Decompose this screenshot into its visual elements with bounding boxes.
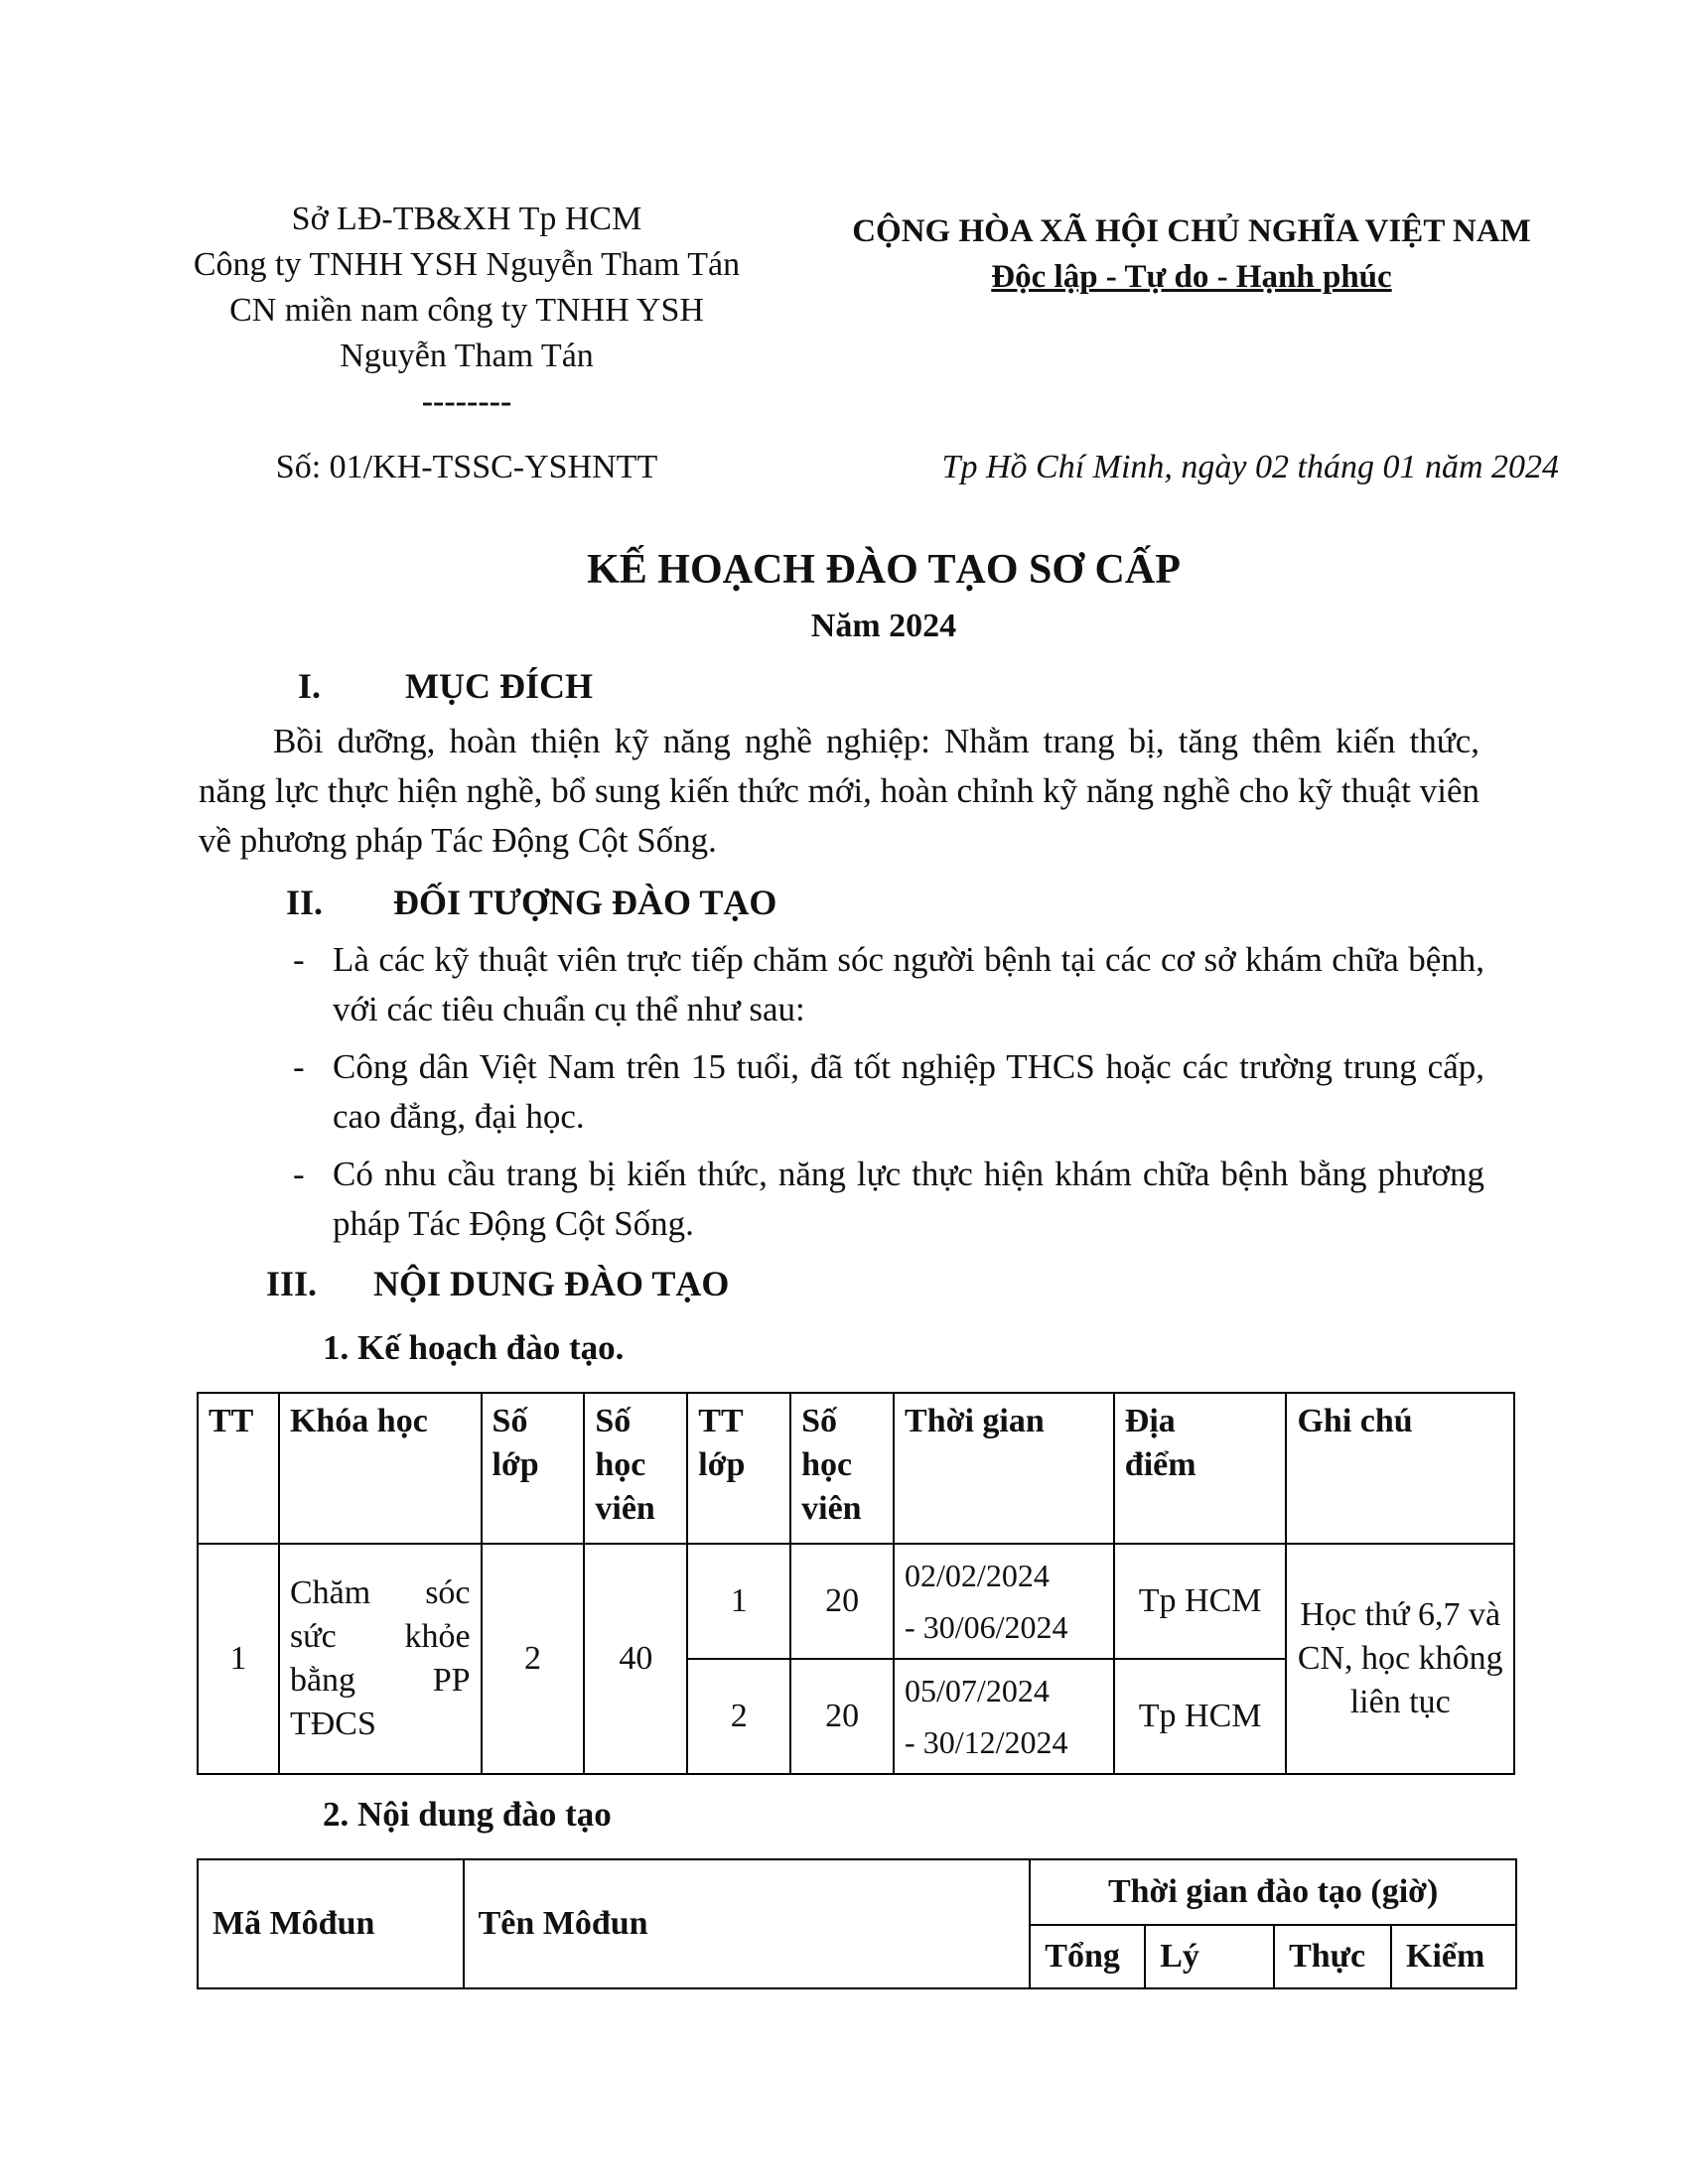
training-plan-table (197, 1392, 1515, 1775)
training-content-table (197, 1858, 1517, 1989)
column-header-course: Khóa học (279, 1393, 482, 1544)
table-row (198, 1544, 1514, 1659)
column-header-classes: Số lớp (482, 1393, 585, 1544)
document-subtitle: Năm 2024 (810, 608, 957, 644)
org-line: CN miền nam công ty TNHH YSH (229, 292, 704, 329)
organization-block (169, 197, 765, 425)
org-line: Công ty TNHH YSH Nguyễn Tham Tán (193, 246, 741, 283)
section-number: II. (286, 883, 324, 922)
org-separator: -------- (421, 383, 512, 420)
section-number: III. (266, 1264, 318, 1303)
cell-classes: 2 (482, 1544, 585, 1774)
cell-class-no: 1 (687, 1544, 790, 1659)
column-header-time: Thời gian (894, 1393, 1114, 1544)
column-header-total: Tổng (1030, 1925, 1145, 1988)
cell-class-students: 20 (790, 1659, 894, 1774)
nation-block (834, 208, 1549, 300)
column-header-class-no: TT lớp (687, 1393, 790, 1544)
cell-students: 40 (584, 1544, 687, 1774)
section-title: NỘI DUNG ĐÀO TẠO (373, 1264, 730, 1303)
column-header-students: Số học viên (584, 1393, 687, 1544)
column-header-note: Ghi chú (1286, 1393, 1514, 1544)
list-item-text: Là các kỹ thuật viên trực tiếp chăm sóc người bệnh tại các cơ sở khám chữa bệnh, với các tiêu chuẩn cụ thể như sau: (333, 940, 1484, 1028)
section-title: ĐỐI TƯỢNG ĐÀO TẠO (393, 883, 777, 922)
cell-class-no: 2 (687, 1659, 790, 1774)
subsection-heading: 2. Nội dung đào tạo (323, 1795, 612, 1834)
cell-place: Tp HCM (1114, 1544, 1287, 1659)
document-title: KẾ HOẠCH ĐÀO TẠO SƠ CẤP (587, 547, 1181, 593)
cell-note: Học thứ 6,7 và CN, học không liên tục (1286, 1544, 1514, 1774)
subsection-heading: 1. Kế hoạch đào tạo. (323, 1328, 625, 1367)
column-header-tt: TT (198, 1393, 279, 1544)
cell-tt: 1 (198, 1544, 279, 1774)
section-number: I. (298, 666, 322, 706)
cell-course: Chăm sóc sức khỏe bằng PP TĐCS (279, 1544, 482, 1774)
document-date: Tp Hồ Chí Minh, ngày 02 tháng 01 năm 2024 (941, 449, 1559, 485)
document-number: Số: 01/KH-TSSC-YSHNTT (275, 449, 658, 485)
table-header-row (198, 1859, 1516, 1925)
column-header-exam: Kiểm (1391, 1925, 1516, 1988)
cell-time: 05/07/2024 - 30/12/2024 (894, 1659, 1114, 1774)
cell-time: 02/02/2024 - 30/06/2024 (894, 1544, 1114, 1659)
column-header-practice: Thực (1274, 1925, 1391, 1988)
section-title: MỤC ĐÍCH (405, 666, 593, 706)
list-item-text: Công dân Việt Nam trên 15 tuổi, đã tốt nghiệp THCS hoặc các trường trung cấp, cao đẳng, đại học. (333, 1047, 1484, 1136)
org-line: Nguyễn Tham Tán (340, 338, 594, 374)
column-header-module-name: Tên Môđun (464, 1859, 1031, 1988)
table-header-row (198, 1393, 1514, 1544)
org-line: Sở LĐ-TB&XH Tp HCM (291, 201, 642, 237)
nation-name: CỘNG HÒA XÃ HỘI CHỦ NGHĨA VIỆT NAM (852, 213, 1531, 249)
column-header-module-code: Mã Môđun (198, 1859, 464, 1988)
column-header-place: Địa điểm (1114, 1393, 1287, 1544)
column-header-class-students: Số học viên (790, 1393, 894, 1544)
column-header-training-time: Thời gian đào tạo (giờ) (1030, 1859, 1516, 1925)
cell-place: Tp HCM (1114, 1659, 1287, 1774)
cell-class-students: 20 (790, 1544, 894, 1659)
column-header-theory: Lý (1145, 1925, 1274, 1988)
list-item-text: Có nhu cầu trang bị kiến thức, năng lực thực hiện khám chữa bệnh bằng phương pháp Tác Động Cột Sống. (333, 1155, 1484, 1243)
purpose-paragraph: Bồi dưỡng, hoàn thiện kỹ năng nghề nghiệp: Nhằm trang bị, tăng thêm kiến thức, năng lực thực hiện nghề, bổ sung kiến thức mới, hoàn chỉnh kỹ năng nghề cho kỹ thuật viên về phương pháp Tác Động Cột Sống. (199, 722, 1479, 860)
national-motto: Độc lập - Tự do - Hạnh phúc (991, 259, 1392, 295)
